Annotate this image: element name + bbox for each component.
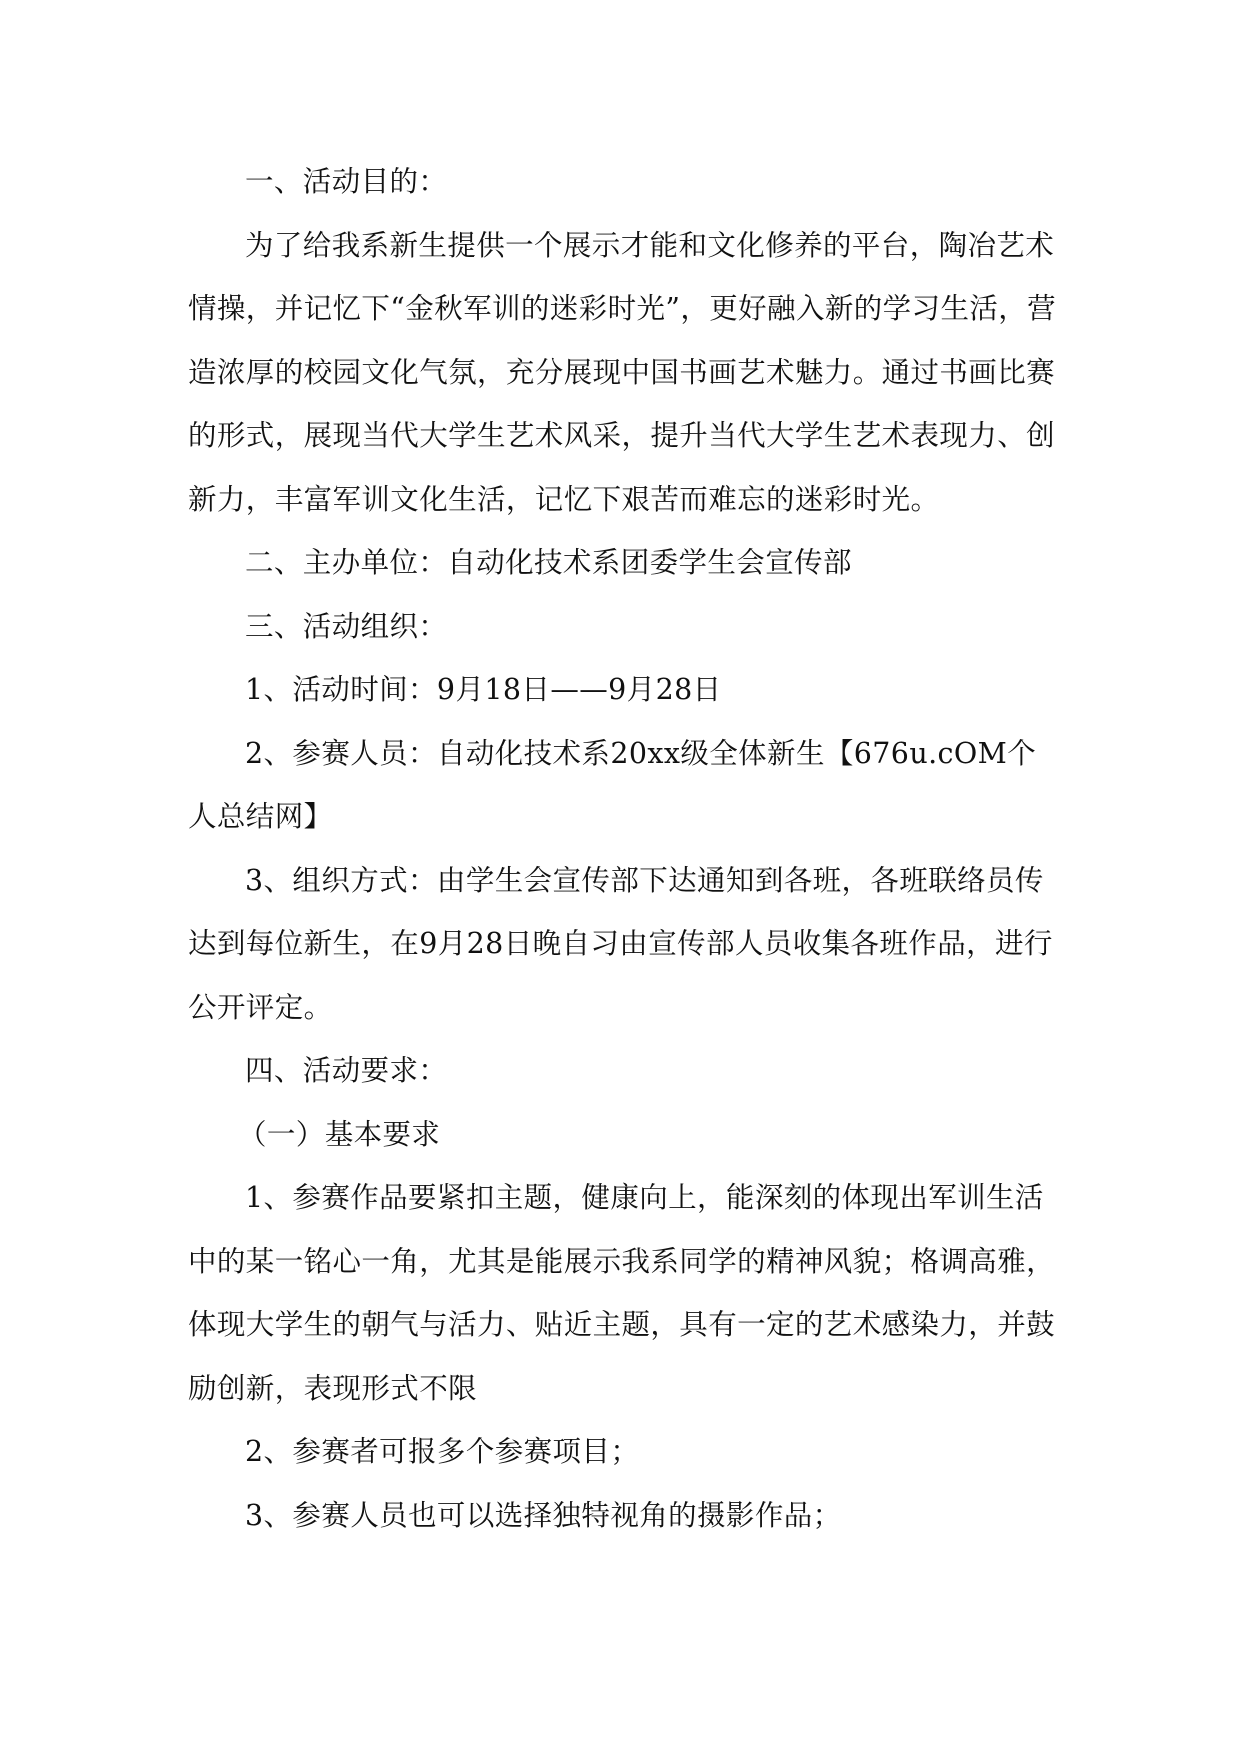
list-item-time: 1、活动时间：9月18日——9月28日 [245,673,722,706]
list-item-requirement-2: 2、参赛者可报多个参赛项目； [245,1435,640,1468]
paragraph-purpose: 为了给我系新生提供一个展示才能和文化修养的平台，陶冶艺术情操，并记忆下“金秋军训的迷彩时光”，更好融入新的学习生活，营造浓厚的校园文化气氛，充分展现中国书画艺术魅力。通过书画比赛的形式，展现当代大学生艺术风采，提升当代大学生艺术表现力、创新力，丰富军训文化生活，记忆下艰苦而难忘的迷彩时光。 [188,228,1057,516]
section-heading-requirements: 四、活动要求： [245,1054,448,1087]
section-heading-organization: 三、活动组织： [245,609,448,643]
list-item-requirement-3: 3、参赛人员也可以选择独特视角的摄影作品； [245,1498,842,1532]
document-body [188,150,1058,1547]
list-item-method: 3、组织方式：由学生会宣传部下达通知到各班，各班联络员传达到每位新生，在9月28日晚自习由宣传部人员收集各班作品，进行公开评定。 [188,863,1053,1024]
subsection-heading-basic: （一）基本要求 [238,1117,441,1151]
list-item-requirement-1: 1、参赛作品要紧扣主题，健康向上，能深刻的体现出军训生活中的某一铭心一角，尤其是能展示我系同学的精神风貌；格调高雅，体现大学生的朝气与活力、贴近主题，具有一定的艺术感染力，并鼓励创新，表现形式不限 [188,1181,1056,1405]
section-heading-purpose: 一、活动目的： [245,165,448,198]
list-item-participants: 2、参赛人员：自动化技术系20xx级全体新生【676u.cOM个人总结网】 [188,736,1037,833]
section-heading-organizer: 二、主办单位：自动化技术系团委学生会宣传部 [245,546,852,579]
